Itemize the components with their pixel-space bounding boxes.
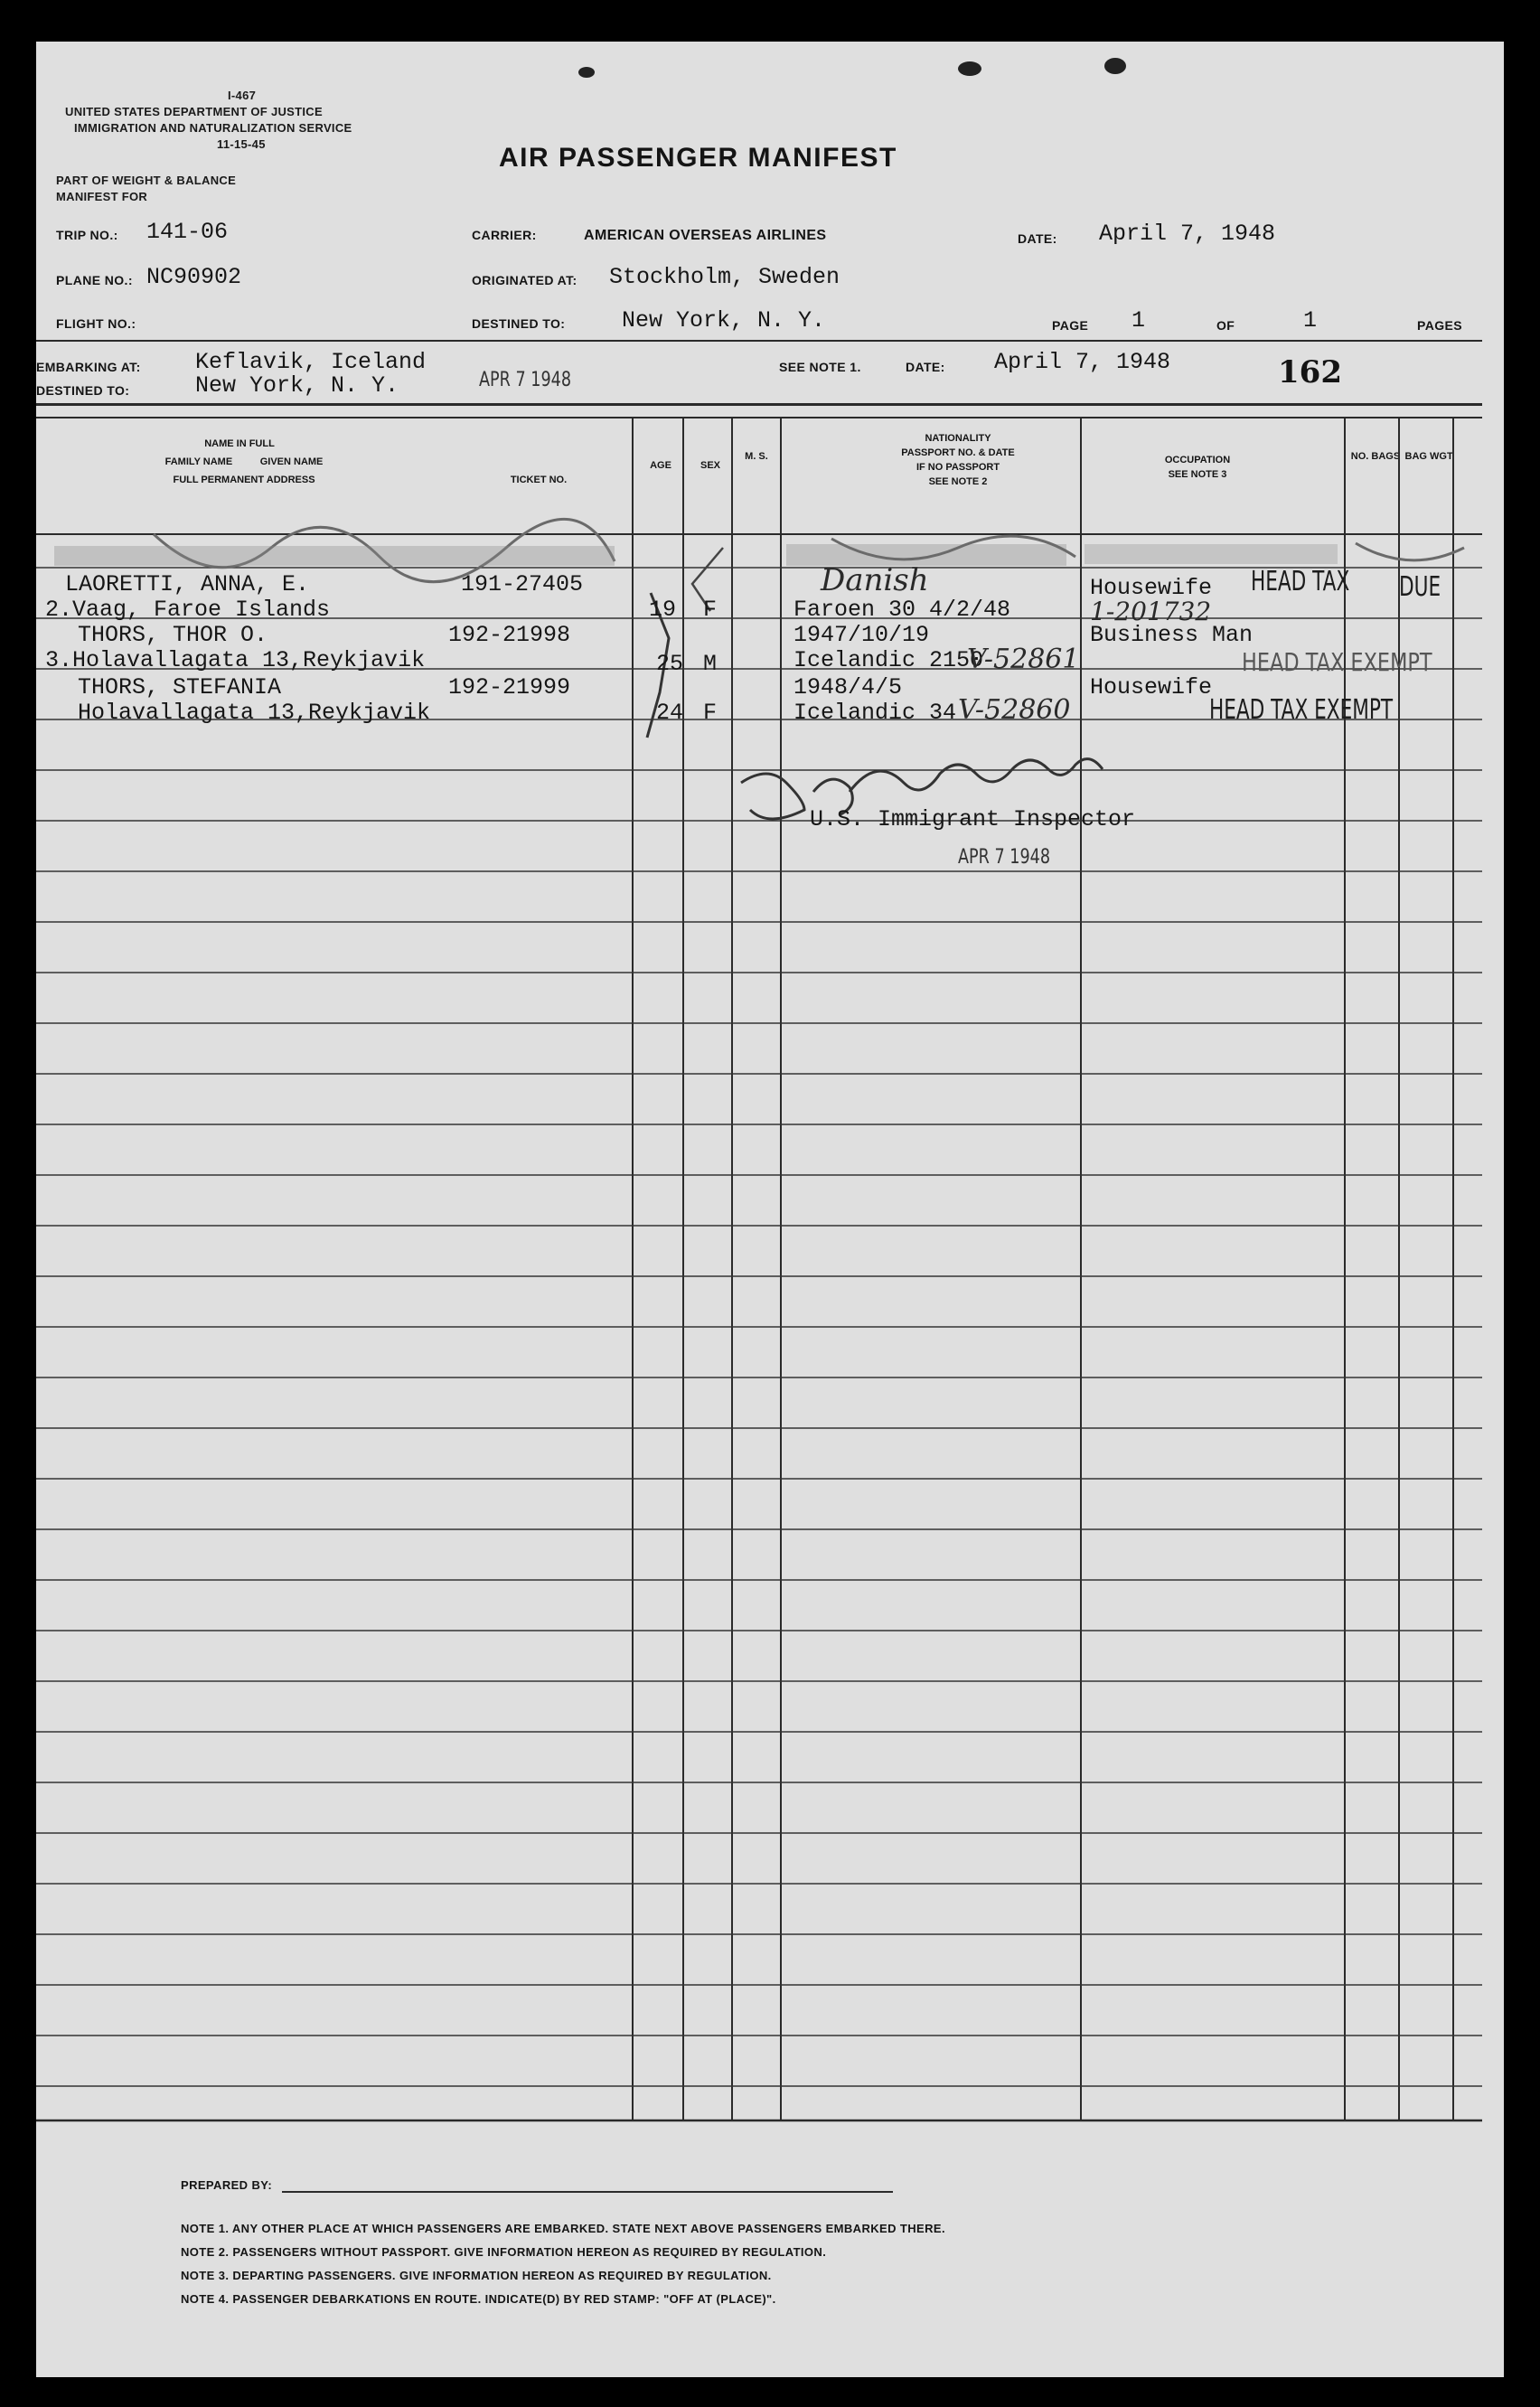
passenger-passport: Faroen 30 4/2/48 — [793, 597, 1011, 623]
embark-destined-value: New York, N. Y. — [195, 372, 399, 399]
passenger-name: LAORETTI, ANNA, E. — [65, 571, 310, 597]
passenger-name: THORS, STEFANIA — [78, 674, 282, 700]
weight-balance-line2: MANIFEST FOR — [56, 190, 148, 203]
embark-date-stamp: APR 7 1948 — [479, 369, 572, 391]
originated-value: Stockholm, Sweden — [609, 264, 840, 290]
head-tax-stamp: HEAD TAX — [1251, 566, 1350, 597]
manifest-number: 162 — [1278, 354, 1342, 390]
passenger-sex: F — [703, 597, 718, 623]
originated-label: ORIGINATED AT: — [472, 273, 578, 287]
passenger-sex: M — [703, 651, 718, 677]
passenger-ticket: 192-21998 — [448, 622, 571, 648]
head-tax-due-stamp: DUE — [1399, 571, 1441, 603]
service-name: IMMIGRATION AND NATURALIZATION SERVICE — [74, 121, 352, 135]
page-label: PAGE — [1052, 318, 1089, 333]
passenger-age: 24 — [656, 700, 684, 726]
of-label: OF — [1216, 318, 1235, 333]
plane-value: NC90902 — [146, 264, 242, 290]
of-value: 1 — [1303, 307, 1318, 334]
passenger-address: 2.Vaag, Faroe Islands — [45, 597, 331, 623]
col-age: AGE — [650, 460, 671, 471]
prepared-by-line — [282, 2191, 893, 2193]
plane-label: PLANE NO.: — [56, 273, 133, 287]
date-value: April 7, 1948 — [1099, 221, 1276, 247]
flight-label: FLIGHT NO.: — [56, 316, 136, 331]
inspector-title: U.S. Immigrant Inspector — [810, 806, 1136, 832]
passenger-address: 3.Holavallagata 13,Reykjavik — [45, 647, 426, 673]
form-date: 11-15-45 — [217, 137, 266, 151]
pages-label: PAGES — [1417, 318, 1462, 333]
col-see-note-2: SEE NOTE 2 — [928, 476, 988, 487]
embarking-label: EMBARKING AT: — [36, 360, 141, 374]
punch-mark — [958, 61, 981, 76]
see-note-1: SEE NOTE 1. — [779, 360, 861, 374]
col-passport: PASSPORT NO. & DATE — [901, 447, 1015, 458]
passenger-occupation: Housewife — [1090, 575, 1213, 601]
punch-mark — [578, 67, 595, 78]
embark-destined-label: DESTINED TO: — [36, 383, 130, 398]
weight-balance-line1: PART OF WEIGHT & BALANCE — [56, 174, 237, 187]
head-tax-exempt-stamp: HEAD TAX EXEMPT — [1242, 647, 1432, 677]
table-grid — [36, 42, 1504, 2377]
passenger-address: Holavallagata 13,Reykjavik — [78, 700, 431, 726]
col-bags: NO. BAGS — [1350, 451, 1401, 462]
carrier-label: CARRIER: — [472, 228, 537, 242]
col-no-passport: IF NO PASSPORT — [916, 462, 1000, 473]
prepared-by-label: PREPARED BY: — [181, 2178, 273, 2192]
form-title: AIR PASSENGER MANIFEST — [499, 143, 897, 173]
note-4: NOTE 4. PASSENGER DEBARKATIONS EN ROUTE. INDICATE(D) BY RED STAMP: "OFF AT (PLACE)". — [181, 2292, 776, 2306]
passenger-passport: Icelandic 34 — [793, 700, 957, 726]
date-label: DATE: — [1018, 231, 1057, 246]
passenger-passport: Icelandic 2150 — [793, 647, 984, 673]
passenger-occupation: Housewife — [1090, 674, 1213, 700]
embark-date-value: April 7, 1948 — [994, 349, 1171, 375]
passenger-age: 19 — [649, 597, 677, 623]
col-bag-weight: BAG WGT. — [1404, 451, 1455, 462]
col-ticket: TICKET NO. — [510, 475, 568, 485]
note-1: NOTE 1. ANY OTHER PLACE AT WHICH PASSENGERS ARE EMBARKED. STATE NEXT ABOVE PASSENGERS EMBARKED THERE. — [181, 2222, 945, 2235]
passenger-age: 25 — [656, 651, 684, 677]
trip-label: TRIP NO.: — [56, 228, 118, 242]
passenger-passport-date: 1948/4/5 — [793, 674, 903, 700]
punch-mark — [1104, 58, 1126, 74]
form-number: I-467 — [228, 89, 257, 102]
passenger-passport-date: 1947/10/19 — [793, 622, 930, 648]
passenger-occupation-handwritten: V-52860 — [958, 694, 1071, 726]
passenger-occupation-handwritten: V-52861 — [967, 644, 1080, 675]
department-name: UNITED STATES DEPARTMENT OF JUSTICE — [65, 105, 323, 118]
inspector-date-stamp: APR 7 1948 — [958, 846, 1051, 869]
col-marital-status: M. S. — [745, 451, 768, 462]
col-nationality: NATIONALITY — [925, 433, 991, 444]
col-name-line2: FAMILY NAME GIVEN NAME — [164, 456, 324, 467]
head-tax-exempt-stamp: HEAD TAX EXEMPT — [1209, 694, 1394, 726]
note-2: NOTE 2. PASSENGERS WITHOUT PASSPORT. GIVE INFORMATION HEREON AS REQUIRED BY REGULATION. — [181, 2245, 827, 2259]
passenger-sex: F — [703, 700, 718, 726]
page-value: 1 — [1132, 307, 1146, 334]
destined-value: New York, N. Y. — [622, 307, 826, 334]
col-see-note-3: SEE NOTE 3 — [1168, 469, 1227, 480]
carrier-value: AMERICAN OVERSEAS AIRLINES — [584, 228, 827, 243]
embarking-value: Keflavik, Iceland — [195, 349, 427, 375]
col-occupation: OCCUPATION — [1164, 455, 1231, 465]
manifest-sheet — [36, 42, 1504, 2377]
embark-date-label: DATE: — [906, 360, 945, 374]
col-sex: SEX — [700, 460, 720, 471]
col-address: FULL PERMANENT ADDRESS — [173, 475, 315, 485]
passenger-name: THORS, THOR O. — [78, 622, 268, 648]
col-name-line1: NAME IN FULL — [204, 438, 275, 449]
passenger-nationality-handwritten: Danish — [821, 562, 929, 598]
passenger-occupation-handwritten: 1-201732 — [1090, 597, 1212, 626]
destined-label: DESTINED TO: — [472, 316, 566, 331]
passenger-ticket: 191-27405 — [461, 571, 584, 597]
trip-value: 141-06 — [146, 219, 229, 245]
passenger-ticket: 192-21999 — [448, 674, 571, 700]
passenger-occupation: Business Man — [1090, 622, 1254, 648]
note-3: NOTE 3. DEPARTING PASSENGERS. GIVE INFORMATION HEREON AS REQUIRED BY REGULATION. — [181, 2269, 772, 2282]
